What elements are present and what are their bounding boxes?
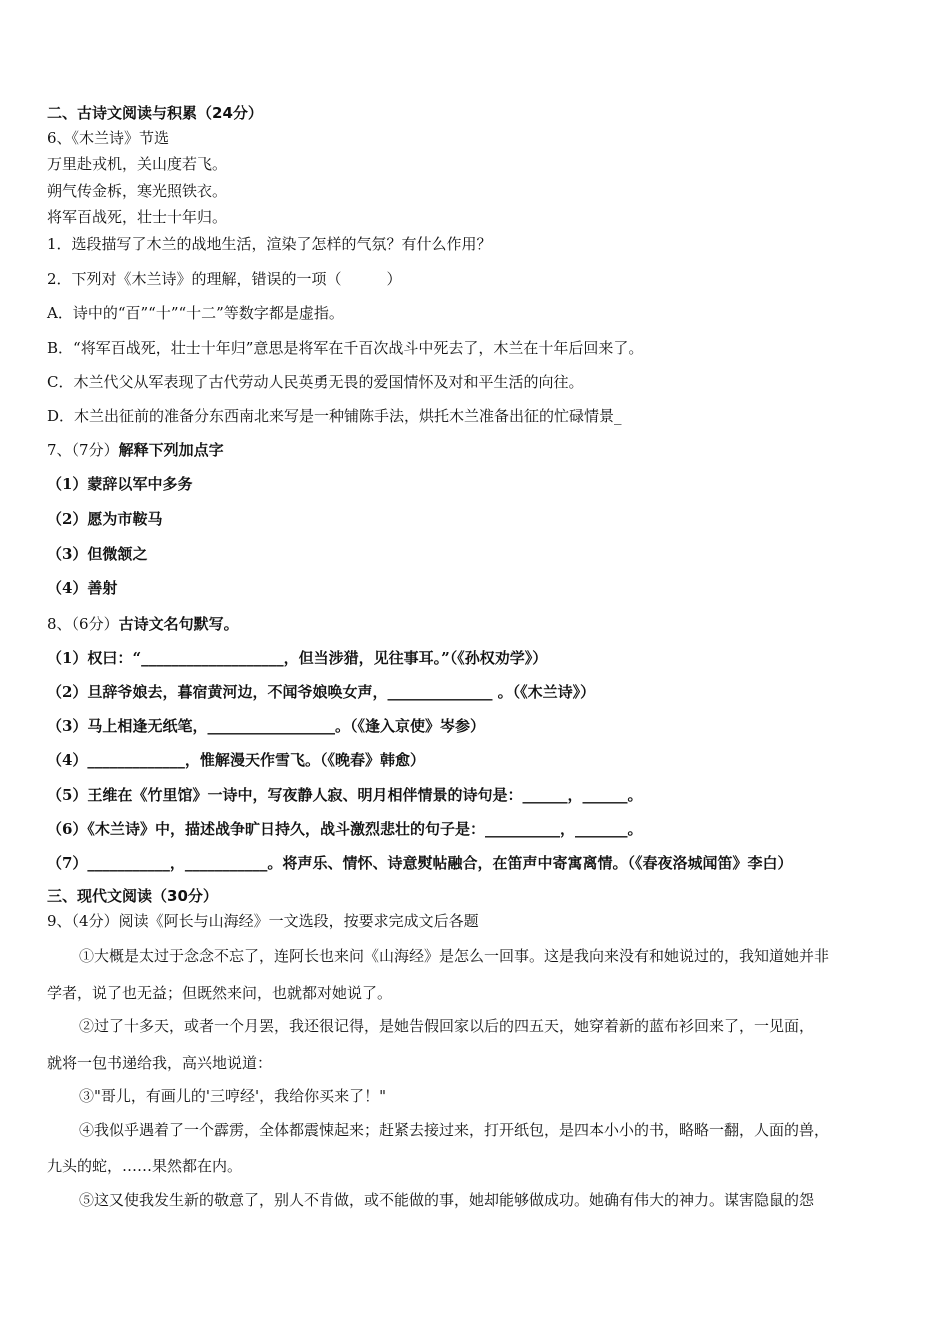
q7-title: 解释下列加点字 — [118, 441, 224, 459]
q6-sub2: 2．下列对《木兰诗》的理解，错误的一项（ ） — [47, 270, 402, 288]
option-c: C．木兰代父从军表现了古代劳动人民英勇无畏的爱国情怀及对和平生活的向往。 — [47, 373, 584, 391]
q8-item: （6）《木兰诗》中，描述战争旷日持久，战斗激烈悲壮的句子是：__________，_______。 — [47, 820, 643, 838]
paragraph-2: ②过了十多天，或者一个月罢，我还很记得，是她告假回家以后的四五天，她穿着新的蓝布衫回来了，一见面， — [79, 1017, 815, 1035]
q8-item: （2）旦辞爷娘去，暮宿黄河边，不闻爷娘唤女声，______________ 。（《木兰诗》） — [47, 683, 596, 701]
q6-title: 6、《木兰诗》节选 — [47, 129, 170, 147]
q8-header — [47, 614, 239, 634]
paragraph-4: ④我似乎遇着了一个霹雳，全体都震悚起来；赶紧去接过来，打开纸包，是四本小小的书，略略一翻，人面的兽， — [79, 1121, 830, 1139]
paragraph-5: ⑤这又使我发生新的敬意了，别人不肯做，或不能做的事，她却能够做成功。她确有伟大的神力。谋害隐鼠的怨 — [79, 1191, 815, 1209]
q6-sub1: 1．选段描写了木兰的战地生活，渲染了怎样的气氛？有什么作用？ — [47, 235, 492, 253]
paragraph-2-cont: 就将一包书递给我，高兴地说道： — [47, 1054, 273, 1072]
q8-item: （4）_____________，惟解漫天作雪飞。（《晚春》韩愈） — [47, 751, 425, 769]
q7-item: （2）愿为市鞍马 — [47, 510, 163, 528]
q8-item: （1）权曰：“___________________，但当涉猎，见往事耳。”（《孙权劝学》） — [47, 649, 548, 667]
paragraph-1: ①大概是太过于念念不忘了，连阿长也来问《山海经》是怎么一回事。这是我向来没有和她说过的，我知道她并非 — [79, 947, 830, 965]
q7-item: （1）蒙辞以军中多务 — [47, 475, 193, 493]
paragraph-4-cont: 九头的蛇，……果然都在内。 — [47, 1157, 243, 1175]
q8-item: （7）___________，___________。将声乐、情怀、诗意熨帖融合，在笛声中寄寓离情。（《春夜洛城闻笛》李白） — [47, 854, 793, 872]
section-3-heading: 三、现代文阅读（30分） — [47, 887, 218, 905]
q8-title: 古诗文名句默写。 — [118, 615, 239, 633]
option-a: A．诗中的“百”“十”“十二”等数字都是虚指。 — [47, 304, 344, 322]
q8-item: （5）王维在《竹里馆》一诗中，写夜静人寂、明月相伴情景的诗句是：______，______。 — [47, 786, 643, 804]
q8-item: （3）马上相逢无纸笔，_________________。（《逢入京使》岑参） — [47, 717, 485, 735]
section-2-heading: 二、古诗文阅读与积累（24分） — [47, 104, 263, 122]
q7-number: 7、（7分） — [47, 441, 119, 459]
poem-line: 朔气传金柝，寒光照铁衣。 — [47, 182, 228, 200]
option-b: B．“将军百战死，壮士十年归”意思是将军在千百次战斗中死去了，木兰在十年后回来了。 — [47, 339, 644, 357]
poem-line: 万里赴戎机，关山度若飞。 — [47, 155, 228, 173]
q7-item: （4）善射 — [47, 579, 118, 597]
q7-item: （3）但微颔之 — [47, 545, 148, 563]
q7-header — [47, 440, 224, 460]
q9-title: 9、（4分）阅读《阿长与山海经》一文选段，按要求完成文后各题 — [47, 912, 479, 930]
paragraph-3: ③"哥儿，有画儿的'三哼经'，我给你买来了！" — [79, 1087, 387, 1105]
paragraph-1-cont: 学者，说了也无益；但既然来问，也就都对她说了。 — [47, 984, 393, 1002]
option-d: D．木兰出征前的准备分东西南北来写是一种铺陈手法，烘托木兰准备出征的忙碌情景_ — [47, 407, 622, 425]
poem-line: 将军百战死，壮士十年归。 — [47, 208, 228, 226]
q8-number: 8、（6分） — [47, 615, 119, 633]
